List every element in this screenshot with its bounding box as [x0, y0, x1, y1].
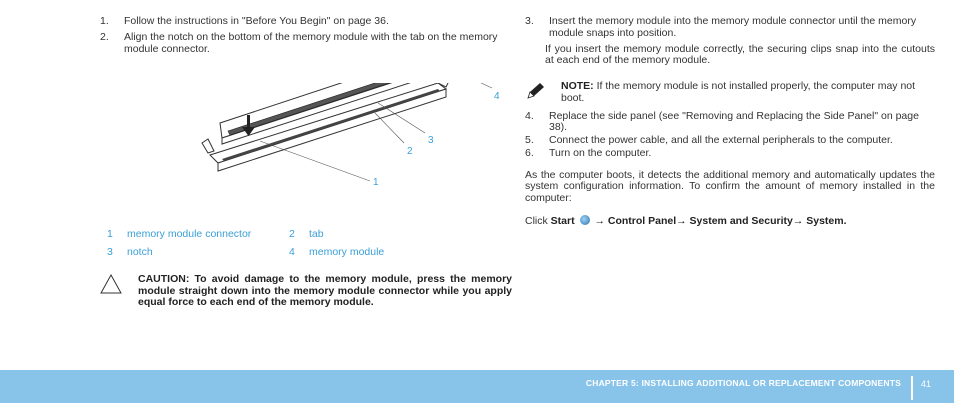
caution-block: [100, 274, 512, 309]
step-number: 1.: [100, 15, 109, 27]
click-path: [525, 215, 935, 228]
callout-3: 3: [428, 135, 434, 147]
step-4: [525, 111, 935, 135]
windows-start-icon: [580, 215, 590, 225]
memory-module-illustration: [200, 83, 520, 203]
securing-clip-left: [202, 139, 214, 153]
chapter-title: CHAPTER 5: INSTALLING ADDITIONAL OR REPLACEMENT COMPONENTS: [585, 378, 901, 388]
step-text: Connect the power cable, and all the external peripherals to the computer.: [549, 134, 893, 146]
legend-label: memory module: [309, 246, 385, 258]
legend-number: 2: [289, 228, 295, 241]
step-number: 6.: [525, 146, 534, 159]
footer-separator: [911, 376, 913, 400]
step-1: [100, 16, 512, 28]
click-path-rest: → Control Panel→ System and Security→ System.: [594, 214, 847, 227]
legend-label: notch: [127, 246, 153, 258]
step-2: [100, 32, 512, 56]
left-column: [100, 16, 512, 309]
figure-legend: [107, 229, 512, 259]
step-number: 3.: [525, 15, 534, 27]
start-label: Start: [550, 214, 575, 227]
note-pencil-icon: [525, 81, 547, 101]
legend-number: 4: [289, 246, 295, 258]
step-3-detail: If you insert the memory module correctly, the securing clips snap into the cutouts at each end of the memory module.: [545, 42, 935, 67]
legend-number: 3: [107, 246, 113, 258]
legend-label: memory module connector: [127, 228, 252, 241]
memory-module-drawing: [200, 83, 520, 203]
page-number: 41: [921, 379, 932, 389]
note-text: If the memory module is not installed properly, the computer may not boot.: [561, 80, 916, 104]
step-text: Turn on the computer.: [549, 146, 652, 159]
callout-2: 2: [407, 146, 413, 158]
legend-number: 1: [107, 228, 113, 241]
step-text: Insert the memory module into the memory module connector until the memory module snaps into position.: [549, 15, 917, 39]
note-block: [525, 81, 935, 105]
page-footer: [0, 370, 954, 403]
step-number: 5.: [525, 134, 534, 146]
step-6: [525, 148, 935, 160]
step-number: 2.: [100, 30, 109, 43]
caution-triangle-icon: [100, 274, 122, 294]
step-number: 4.: [525, 109, 534, 122]
callout-4: 4: [494, 91, 500, 103]
note-label: NOTE:: [561, 80, 594, 92]
step-3: [525, 16, 935, 40]
callout-1: 1: [373, 177, 379, 189]
step-5: [525, 135, 935, 147]
right-column: [525, 16, 935, 228]
step-text: Align the notch on the bottom of the memory module with the tab on the memory module connector.: [124, 30, 498, 55]
boot-paragraph: As the computer boots, it detects the additional memory and automatically updates the system configuration information. To confirm the amount of memory installed in the computer:: [525, 168, 935, 204]
caution-text: CAUTION: To avoid damage to the memory module, press the memory module straight down into the memory module connector while you apply equal force to each end of the memory module.: [138, 272, 512, 309]
step-text: Replace the side panel (see "Removing and Replacing the Side Panel" on page 38).: [549, 109, 919, 134]
legend-label: tab: [309, 228, 324, 241]
step-text: Follow the instructions in "Before You Begin" on page 36.: [124, 15, 389, 27]
click-prefix: Click: [525, 214, 551, 227]
